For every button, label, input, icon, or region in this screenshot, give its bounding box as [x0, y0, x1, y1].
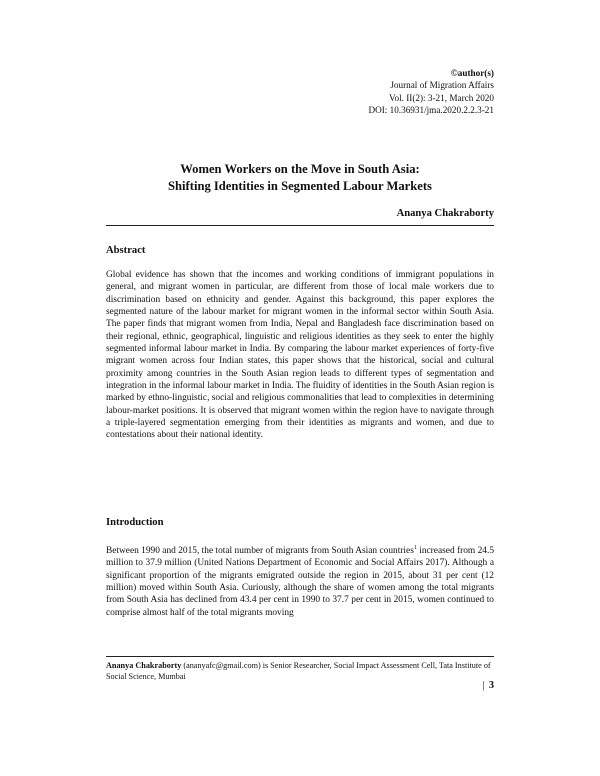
abstract-heading: Abstract — [106, 245, 146, 256]
doi: DOI: 10.36931/jma.2020.2.2.3-21 — [368, 105, 494, 116]
footnote-marker[interactable]: 1 — [413, 544, 417, 551]
abstract-paragraph: Global evidence has shown that the incomes and working conditions of immigrant populations in general, and migrant women in particular, are different from those of local male workers due to discrimination based on ethnicity and gender. Against this background, this paper explores the segmented nature of the labour market for migrant women in the informal sector within South Asia. The paper finds that migrant women from India, Nepal and Bangladesh face discrimination based on their regional, ethnic, geographical, linguistic and religious identities as they seek to enter the highly segmented informal labour market in India. By comparing the labour market experiences of forty-five migrant women across four Indian states, this paper shows that the historical, social and cultural proximity among countries in the South Asian region leads to different types of segmentation and integration in the informal labour market in India. The fluidity of identities in the South Asian region is marked by ethno-linguistic, social and religious commonalities that lead to complexities in determining labour-market positions. It is observed that migrant women within the region have to navigate through a triple-layered segmentation emerging from their identities as migrants and women, and due to contestations about their national identity. — [106, 270, 494, 441]
introduction-heading: Introduction — [106, 517, 164, 528]
page-number-separator: | — [482, 680, 485, 691]
title-divider — [106, 225, 494, 226]
page-number-value: 3 — [488, 680, 494, 691]
article-title-line-2: Shifting Identities in Segmented Labour Markets — [168, 178, 432, 193]
intro-text-part-2: increased from 24.5 million to 37.9 million (United Nations Department of Economic and Social Affairs 2017). Although a significant proportion of the migrants emigrated outside the region in 2015, about 31 per cent (12 million) moved within South Asia. Curiously, although the share of women among the total migrants from South Asia has declined from 43.4 per cent in 1990 to 37.7 per cent in 2015, women continued to comprise almost half of the total migrants moving — [106, 546, 495, 618]
footnote-author-name: Ananya Chakraborty — [106, 661, 182, 670]
journal-header — [368, 67, 494, 117]
intro-text-part-1: Between 1990 and 2015, the total number of migrants from South Asian countries — [106, 546, 414, 556]
article-title — [106, 161, 494, 194]
article-title-line-1: Women Workers on the Move in South Asia: — [180, 162, 420, 176]
footnote-email: (ananyafc@gmail.com) — [183, 661, 261, 670]
journal-name: Journal of Migration Affairs — [390, 80, 494, 91]
introduction-paragraph — [106, 545, 494, 619]
author-footnote — [106, 660, 494, 682]
copyright-notice: ©author(s) — [450, 68, 494, 78]
volume-info: Vol. II(2): 3-21, March 2020 — [389, 92, 494, 103]
footnote-divider — [106, 656, 494, 657]
footnote-affiliation: is Senior Researcher, Social Impact Assessment Cell, Tata Institute of Social Science, Mumbai — [106, 661, 491, 681]
page-number — [483, 680, 494, 691]
article-author: Ananya Chakraborty — [396, 208, 494, 219]
